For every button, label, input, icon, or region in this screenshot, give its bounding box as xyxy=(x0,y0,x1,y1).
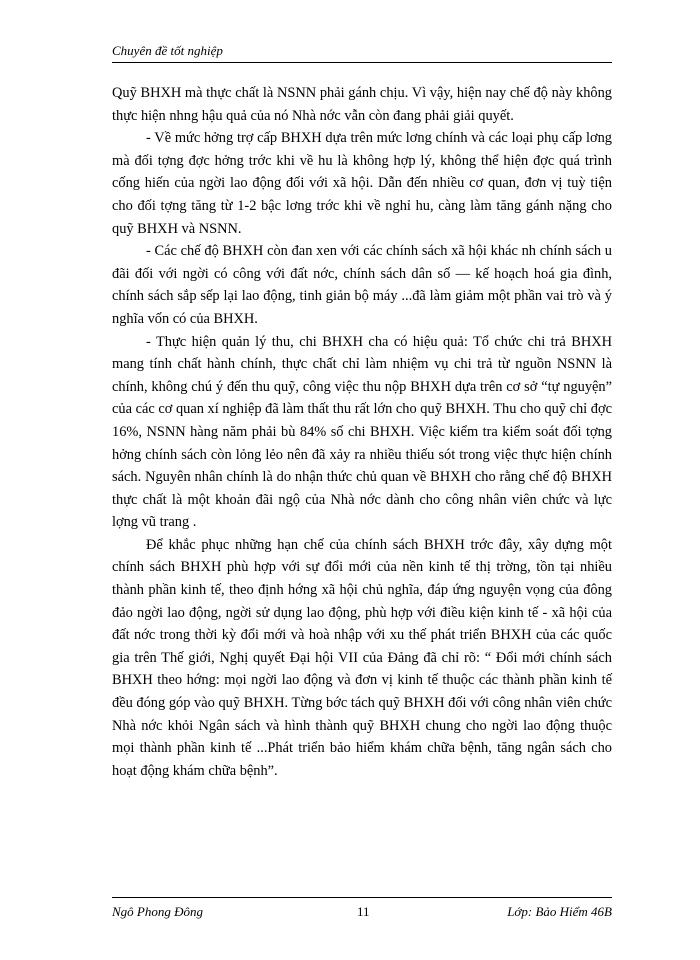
paragraph-5: Để khắc phục những hạn chế của chính sách BHXH trớc đây, xây dựng một chính sách BHXH phù hợp với sự đổi mới của nền kinh tế thị trờng, tồn tại nhiều thành phần kinh tế, theo định hớng xã hội chủ nghĩa, đáp ứng nguyện vọng của đông đảo ngời lao động, ngời sử dụng lao động, phù hợp với điều kiện kinh tế - xã hội của đất nớc trong thời kỳ đổi mới và hoà nhập với xu thế phát triển BHXH của các quốc gia trên Thế giới, Nghị quyết Đại hội VII của Đảng đã chỉ rõ: “ Đổi mới chính sách BHXH theo hớng: mọi ngời lao động và đơn vị kinh tế thuộc các thành phần kinh tế đều đóng góp vào quỹ BHXH. Từng bớc tách quỹ BHXH đối với công nhân viên chức Nhà nớc khỏi Ngân sách và hình thành quỹ BHXH chung cho ngời lao động thuộc mọi thành phần kinh tế ...Phát triển bảo hiểm khám chữa bệnh, tăng ngân sách cho hoạt động khám chữa bệnh”. xyxy=(112,536,612,779)
document-body xyxy=(112,82,612,782)
paragraph-1: Quỹ BHXH mà thực chất là NSNN phải gánh chịu. Vì vậy, hiện nay chế độ này không thực hiện nhng hậu quả của nó Nhà nớc vẫn còn đang phải giải quyết. xyxy=(112,85,612,124)
page-footer xyxy=(112,897,612,922)
footer-author: Ngô Phong Đông xyxy=(112,904,203,919)
page-number: 11 xyxy=(357,904,370,919)
paragraph-2: - Về mức hởng trợ cấp BHXH dựa trên mức lơng chính và các loại phụ cấp lơng mà đối tợng đợc hởng trớc khi về hu là không hợp lý, không thể hiện đợc quá trình cống hiến của ngời lao động đối với xã hội. Dẫn đến nhiều cơ quan, đơn vị tuỳ tiện cho đối tợng tăng từ 1-2 bậc lơng trớc khi về nghỉ hu, càng làm tăng gánh nặng cho quỹ BHXH và NSNN. xyxy=(112,130,612,237)
paragraph-4: - Thực hiện quản lý thu, chi BHXH cha có hiệu quả: Tổ chức chi trả BHXH mang tính chất hành chính, thực chất chỉ làm nhiệm vụ chi trả từ nguồn NSNN là chính, không chú ý đến thu quỹ, công việc thu nộp BHXH dựa trên cơ sở “tự nguyện” của các cơ quan xí nghiệp đã làm thất thu rất lớn cho quỹ BHXH. Thu cho quỹ chỉ đợc 16%, NSNN hàng năm phải bù 84% số chi BHXH. Việc kiểm tra kiểm soát đối tợng hởng chính sách còn lỏng lẻo nên đã xảy ra nhiều thiếu sót trong việc thực hiện chính sách. Nguyên nhân chính là do nhận thức chủ quan về BHXH cho rằng chế độ BHXH thực chất là một khoản đãi ngộ của Nhà nớc dành cho công nhân viên chức và lực lợng vũ trang . xyxy=(112,333,612,531)
paragraph-3: - Các chế độ BHXH còn đan xen với các chính sách xã hội khác nh chính sách u đãi đối với ngời có công với đất nớc, chính sách dân số — kế hoạch hoá gia đình, chính sách sắp sếp lại lao động, tinh giản bộ máy ...đã làm giảm một phần vai trò và ý nghĩa vốn có của BHXH. xyxy=(112,243,612,327)
header-title: Chuyên đề tốt nghiệp xyxy=(112,43,223,58)
footer-class: Lớp: Bảo Hiểm 46B xyxy=(507,904,612,919)
page-header xyxy=(112,40,612,63)
